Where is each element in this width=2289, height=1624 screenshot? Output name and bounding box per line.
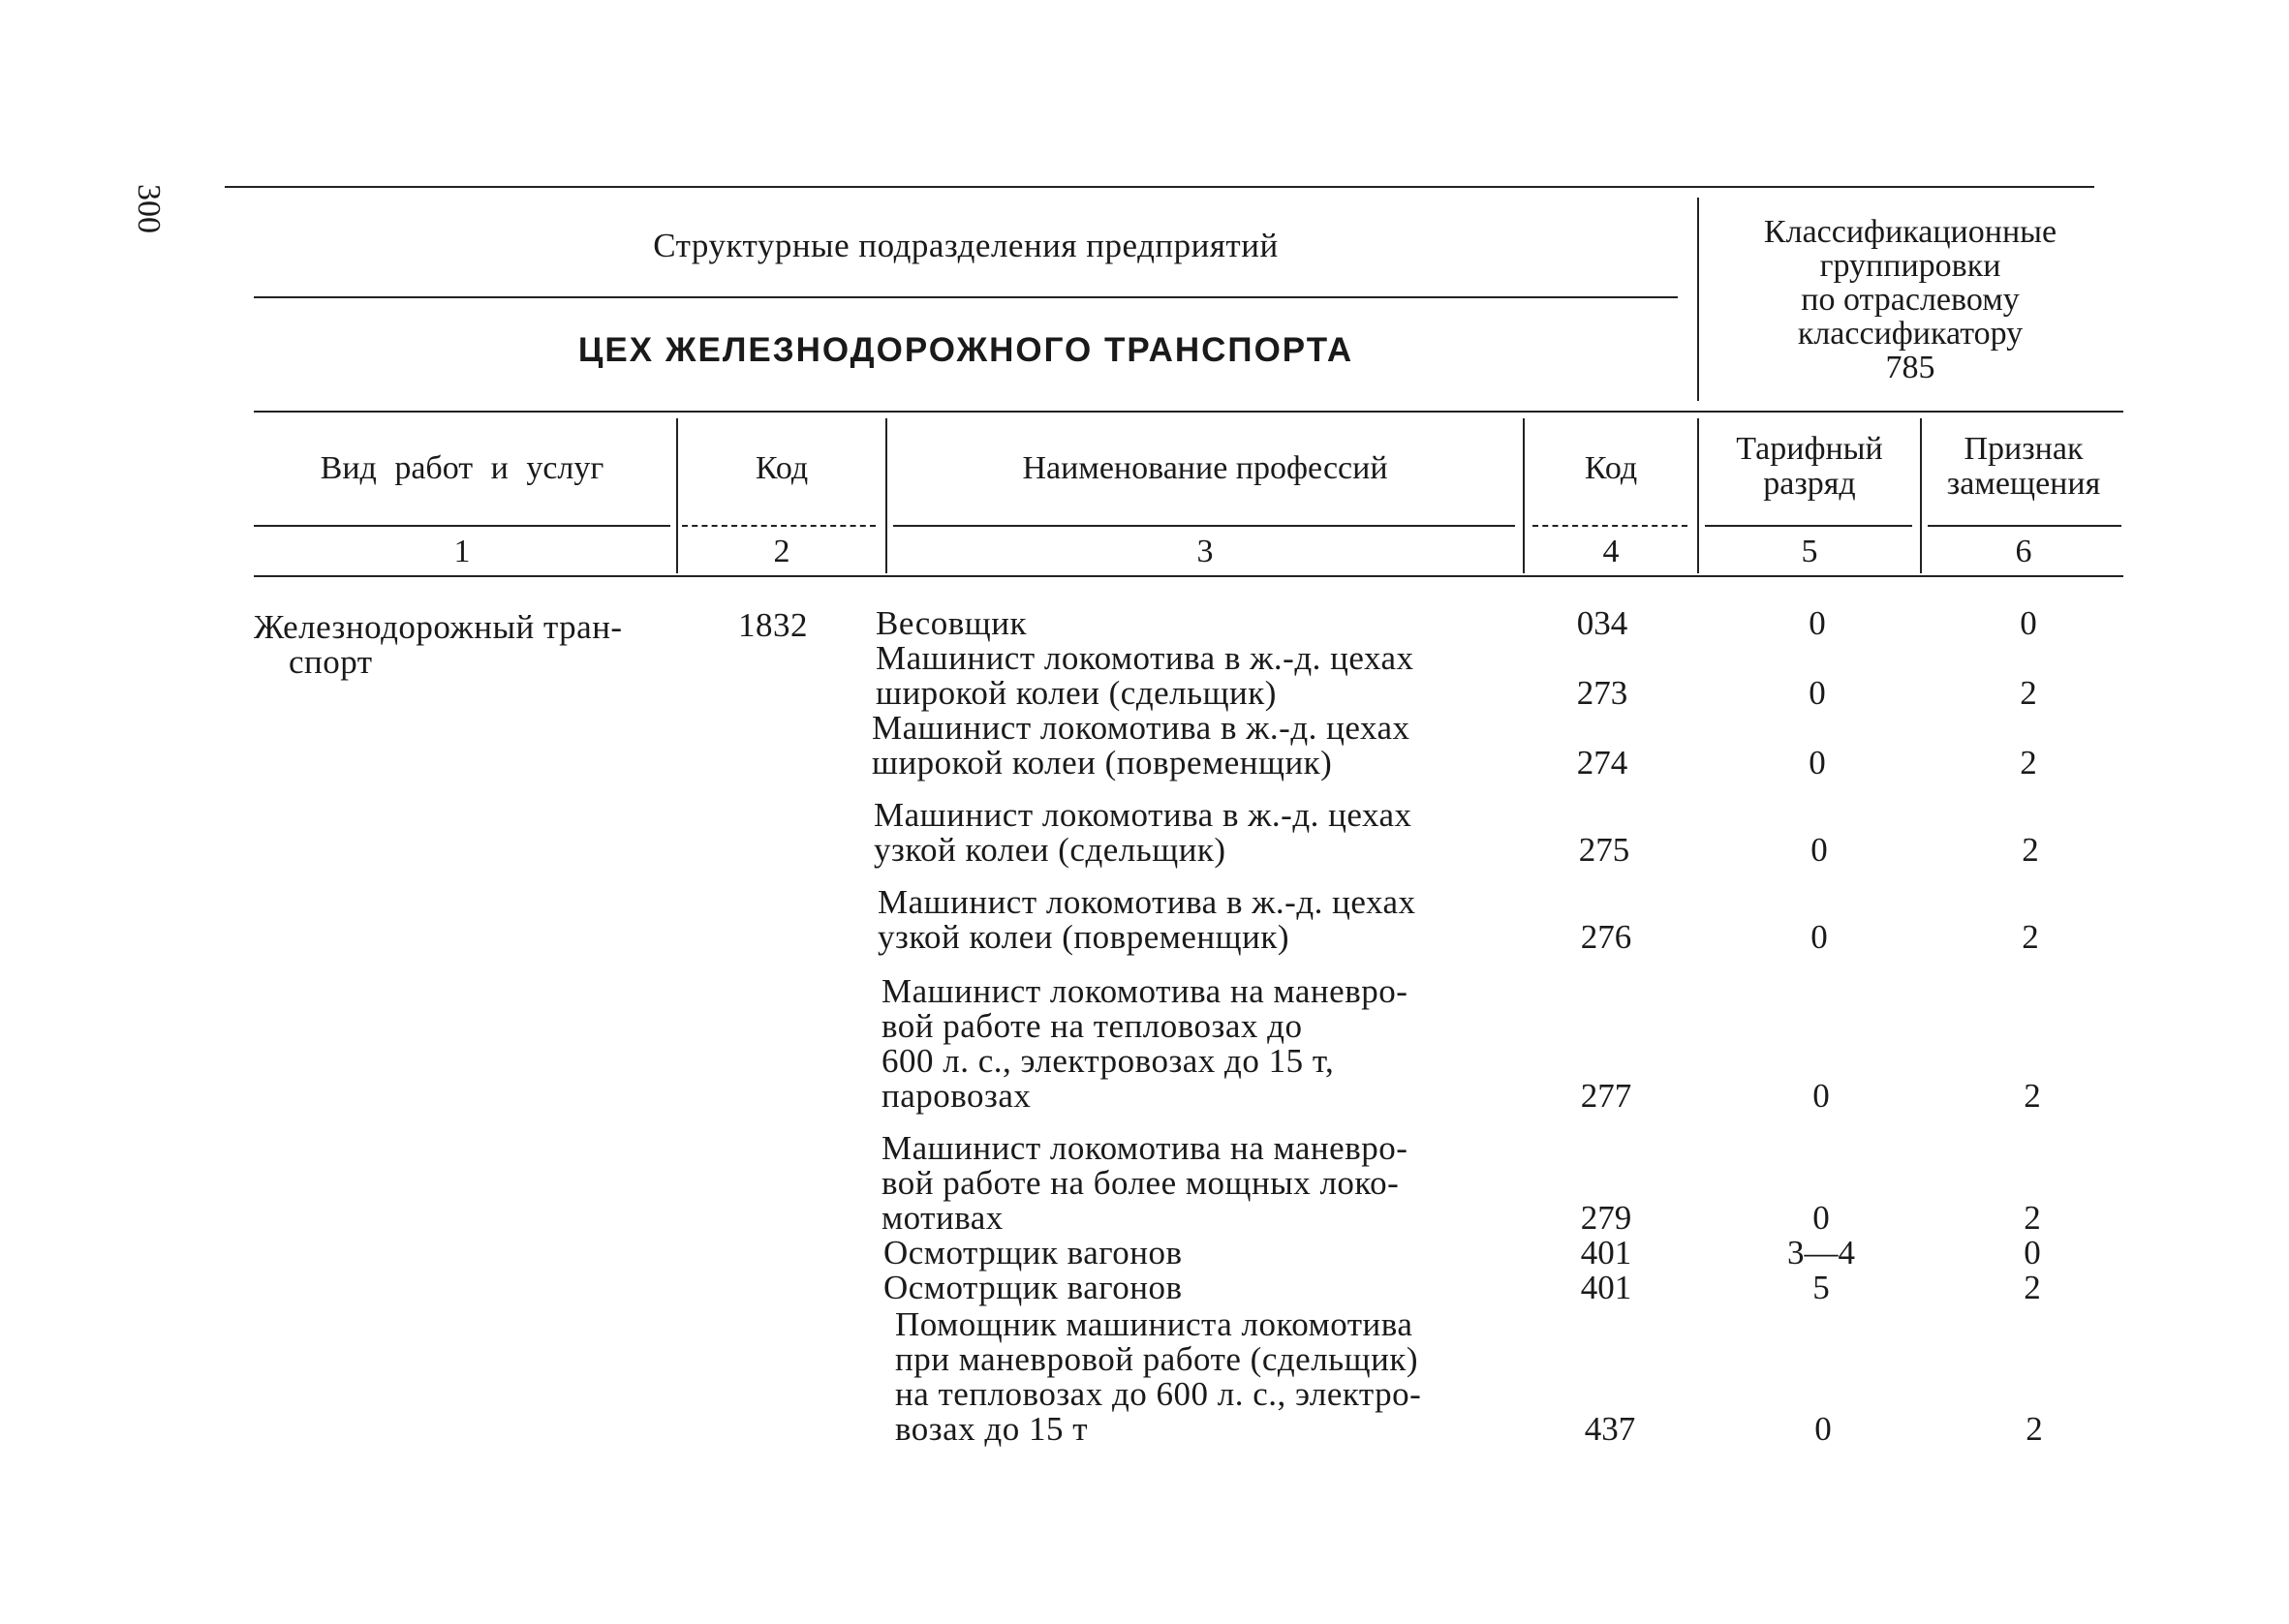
profession-line: на тепловозах до 600 л. с., электро- [895,1375,1422,1413]
col-header-work-type: Вид работ и услуг [320,450,604,486]
top-rule [225,186,2094,188]
profession-line: вой работе на тепловозах до [882,1007,1303,1045]
profession-line: узкой колеи (повременщик) [878,918,1289,956]
profession-name [872,711,1410,781]
profession-code: 273 [1576,674,1628,712]
profession-name [883,1236,1183,1271]
profession-line: Осмотрщик вагонов [883,1269,1183,1306]
profession-line: Машинист локомотива на маневро- [882,1129,1408,1167]
profession-line: Машинист локомотива в ж.-д. цехах [872,709,1410,747]
substitution-value: 2 [2020,674,2037,712]
profession-code: 275 [1578,831,1630,869]
colnum-top-rule-1 [254,525,670,527]
work-type-line: Железнодорожный тран- [254,608,623,646]
col-header-profession: Наименование профессий [1022,450,1388,486]
structural-units-heading: Структурные подразделения предприятий [653,227,1279,264]
col-number: 5 [1801,534,1818,569]
tariff-value: 0 [1809,744,1826,781]
profession-code: 437 [1584,1410,1636,1448]
profession-code: 279 [1580,1199,1632,1237]
profession-line: мотивах [882,1199,1004,1237]
profession-line: паровозах [882,1077,1032,1115]
colnum-top-rule-5 [1705,525,1912,527]
tariff-value: 0 [1812,1077,1830,1115]
classification-line: классификатору [1797,316,2024,352]
substitution-value: 0 [2020,604,2037,642]
profession-name [876,641,1414,711]
profession-name [878,885,1416,955]
col-header-substitution [1922,432,2125,502]
colnum-top-rule-6 [1928,525,2121,527]
profession-line: Машинист локомотива в ж.-д. цехах [876,639,1414,677]
profession-line: Весовщик [876,604,1027,642]
profession-code: 274 [1576,744,1628,781]
colnum-top-rule-3 [893,525,1515,527]
substitution-value: 2 [2022,918,2039,956]
section-code: 1832 [738,606,808,644]
profession-line: возах до 15 т [895,1410,1088,1448]
substitution-value: 2 [2022,831,2039,869]
substitution-value: 2 [2026,1410,2043,1448]
profession-line: Помощник машиниста локомотива [895,1305,1413,1343]
profession-line: Машинист локомотива на маневро- [882,972,1408,1010]
profession-line: вой работе на более мощных локо- [882,1164,1400,1202]
classification-line: 785 [1885,350,1935,385]
tariff-value: 0 [1812,1199,1830,1237]
workshop-title: ЦЕХ ЖЕЛЕЗНОДОРОЖНОГО ТРАНСПОРТА [577,331,1354,369]
profession-line: широкой колеи (повременщик) [872,744,1333,781]
work-type-line: спорт [289,643,373,681]
col-header-code-2: Код [1584,450,1638,486]
tariff-value: 5 [1812,1269,1830,1306]
profession-line: 600 л. с., электровозах до 15 т, [882,1042,1335,1080]
tariff-value: 0 [1810,831,1828,869]
tariff-line: разряд [1763,466,1856,502]
classification-heading [1707,215,2114,384]
colnum-top-rule-4 [1532,525,1687,527]
classification-line: по отраслевому [1801,282,2020,318]
profession-code: 401 [1580,1234,1632,1272]
col-number: 3 [1196,534,1214,569]
profession-code: 277 [1580,1077,1632,1115]
substitution-line: замещения [1946,466,2101,502]
profession-code: 276 [1580,918,1632,956]
header-split-rule [254,296,1678,298]
col-header-tariff [1699,432,1920,502]
header-bottom-rule [254,411,2123,413]
profession-name [876,606,1027,641]
classification-divider [1697,198,1699,401]
tariff-line: Тарифный [1736,431,1883,467]
profession-line: Осмотрщик вагонов [883,1234,1183,1272]
col-number: 1 [453,534,471,569]
col-number: 2 [773,534,790,569]
profession-name [874,798,1412,868]
tariff-value: 0 [1810,918,1828,956]
tariff-value: 3—4 [1787,1234,1855,1272]
page-number: 300 [131,184,167,233]
profession-line: при маневровой работе (сдельщик) [895,1340,1418,1378]
tariff-value: 0 [1809,604,1826,642]
colnum-bottom-rule [254,575,2123,577]
profession-line: узкой колеи (сдельщик) [874,831,1226,869]
section-work-type [254,610,623,680]
profession-code: 034 [1576,604,1628,642]
profession-name [882,974,1407,1114]
tariff-value: 0 [1809,674,1826,712]
classification-line: Классификационные [1763,214,2057,250]
substitution-value: 0 [2024,1234,2041,1272]
profession-line: Машинист локомотива в ж.-д. цехах [878,883,1416,921]
substitution-value: 2 [2020,744,2037,781]
substitution-value: 2 [2024,1199,2041,1237]
classification-line: группировки [1819,248,2001,284]
profession-name [895,1307,1421,1447]
profession-name [883,1271,1183,1305]
col-header-code: Код [755,450,809,486]
colnum-top-rule-2 [682,525,876,527]
profession-name [882,1131,1407,1236]
profession-line: широкой колеи (сдельщик) [876,674,1277,712]
col-number: 4 [1602,534,1620,569]
profession-code: 401 [1580,1269,1632,1306]
substitution-value: 2 [2024,1077,2041,1115]
profession-line: Машинист локомотива в ж.-д. цехах [874,796,1412,834]
tariff-value: 0 [1814,1410,1832,1448]
substitution-line: Признак [1964,431,2084,467]
col-number: 6 [2015,534,2032,569]
substitution-value: 2 [2024,1269,2041,1306]
